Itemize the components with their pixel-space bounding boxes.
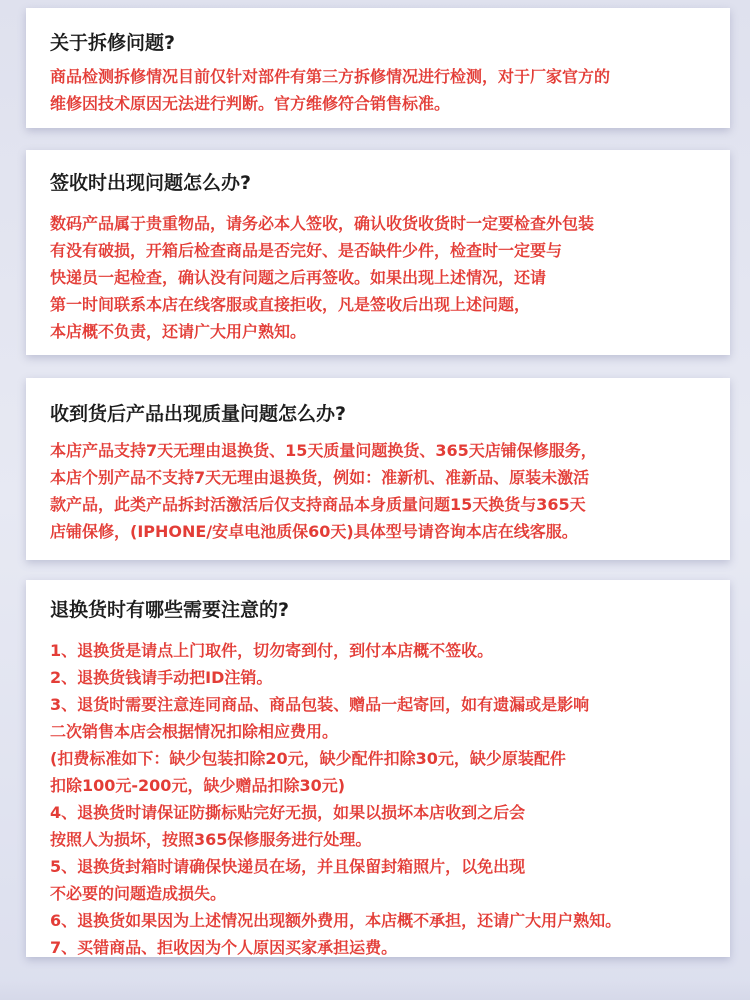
section-line: 2、退换货钱请手动把ID注销。 (50, 668, 273, 687)
section-body (50, 63, 710, 117)
section-line: 4、退换货时请保证防撕标贴完好无损，如果以损坏本店收到之后会 (50, 803, 526, 822)
section-line: 维修因技术原因无法进行判断。官方维修符合销售标准。 (50, 94, 451, 113)
section-card-disassembly (26, 8, 730, 128)
section-line: 5、退换货封箱时请确保快递员在场，并且保留封箱照片，以免出现 (50, 857, 526, 876)
section-line: 第一时间联系本店在线客服或直接拒收，凡是签收后出现上述问题， (50, 295, 531, 314)
section-card-signing (26, 150, 730, 355)
section-line: 按照人为损坏，按照365保修服务进行处理。 (50, 830, 372, 849)
section-line: 本店概不负责，还请广大用户熟知。 (50, 322, 307, 341)
section-line: 扣除100元-200元，缺少赠品扣除30元) (50, 776, 346, 795)
section-card-returns (26, 580, 730, 957)
section-line: 6、退换货如果因为上述情况出现额外费用，本店概不承担，还请广大用户熟知。 (50, 911, 622, 930)
section-title: 收到货后产品出现质量问题怎么办? (50, 403, 347, 425)
section-title: 关于拆修问题? (50, 32, 176, 54)
section-body (50, 210, 710, 345)
section-body (50, 437, 710, 545)
section-body (50, 637, 710, 961)
section-line: 商品检测拆修情况目前仅针对部件有第三方拆修情况进行检测，对于厂家官方的 (50, 67, 611, 86)
bottom-fade (0, 980, 750, 1000)
section-line: 二次销售本店会根据情况扣除相应费用。 (50, 722, 339, 741)
section-line: 不必要的问题造成损失。 (50, 884, 227, 903)
section-line: 1、退换货是请点上门取件，切勿寄到付，到付本店概不签收。 (50, 641, 494, 660)
section-line: 数码产品属于贵重物品，请务必本人签收，确认收货收货时一定要检查外包装 (50, 214, 595, 233)
section-line: 本店个别产品不支持7天无理由退换货，例如：准新机、准新品、原装未激活 (50, 468, 590, 487)
section-line: 7、买错商品、拒收因为个人原因买家承担运费。 (50, 938, 398, 957)
section-line: 3、退货时需要注意连同商品、商品包装、赠品一起寄回，如有遗漏或是影响 (50, 695, 590, 714)
section-line: 店铺保修，(IPHONE/安卓电池质保60天)具体型号请咨询本店在线客服。 (50, 522, 578, 541)
section-line: (扣费标准如下：缺少包装扣除20元，缺少配件扣除30元，缺少原装配件 (50, 749, 566, 768)
section-title: 签收时出现问题怎么办? (50, 172, 252, 194)
section-line: 有没有破损，开箱后检查商品是否完好、是否缺件少件，检查时一定要与 (50, 241, 563, 260)
section-line: 本店产品支持7天无理由退换货、15天质量问题换货、365天店铺保修服务， (50, 441, 597, 460)
section-line: 快递员一起检查，确认没有问题之后再签收。如果出现上述情况，还请 (50, 268, 547, 287)
section-card-quality (26, 378, 730, 560)
section-title: 退换货时有哪些需要注意的? (50, 599, 290, 621)
section-line: 款产品，此类产品拆封活激活后仅支持商品本身质量问题15天换货与365天 (50, 495, 586, 514)
